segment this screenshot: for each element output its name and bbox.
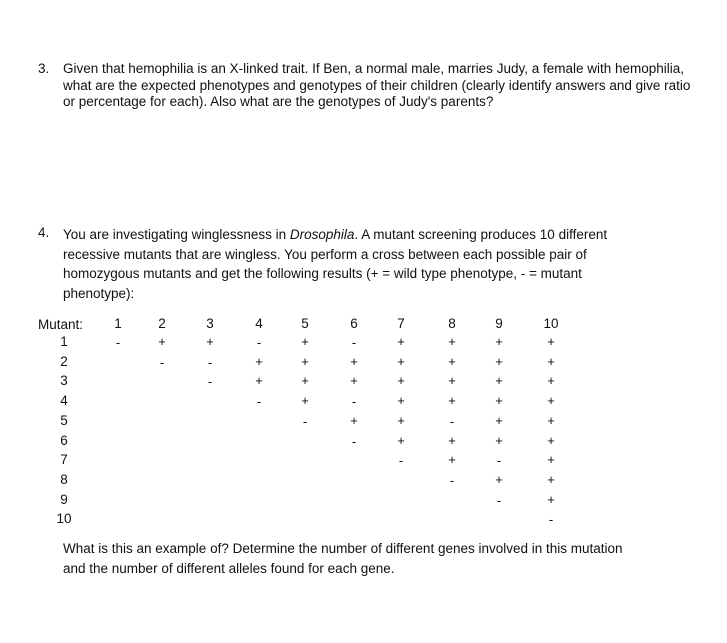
question-4-number: 4. [38, 225, 50, 240]
table-cell: + [448, 393, 456, 409]
table-cell: + [547, 491, 555, 507]
row-label-6: 6 [60, 432, 68, 448]
column-header-7: 7 [397, 316, 405, 331]
table-cell: - [115, 335, 121, 350]
table-cell: + [301, 393, 309, 409]
table-cell: + [397, 432, 405, 448]
row-label-1: 1 [60, 334, 68, 349]
table-cell: + [350, 412, 358, 428]
table-cell: - [207, 354, 213, 370]
table-corner-label: Mutant: [38, 317, 84, 332]
table-cell: + [350, 353, 358, 369]
question-4-line-2: recessive mutants that are wingless. You perform a cross between each possible pair of [63, 246, 587, 262]
column-header-10: 10 [543, 316, 559, 331]
table-cell: - [351, 433, 357, 449]
table-cell: - [496, 492, 502, 508]
table-cell: + [547, 353, 555, 369]
table-cell: - [207, 374, 213, 390]
column-header-5: 5 [301, 316, 309, 331]
closing-line-1: What is this an example of? Determine the number of different genes involved in this mutation [63, 541, 623, 556]
table-cell: + [255, 373, 263, 389]
closing-line-2: and the number of different alleles found for each gene. [63, 560, 395, 576]
table-cell: - [351, 394, 357, 410]
table-cell: - [449, 472, 455, 488]
column-header-8: 8 [448, 316, 456, 331]
table-cell: + [448, 334, 456, 349]
table-cell: + [547, 412, 555, 428]
row-label-7: 7 [60, 452, 68, 468]
table-cell: - [159, 354, 165, 370]
row-label-3: 3 [60, 373, 68, 389]
table-cell: - [351, 335, 357, 350]
table-cell: - [256, 394, 262, 410]
species-name: Drosophila [289, 227, 355, 242]
question-4-line-3: homozygous mutants and get the following results (+ = wild type phenotype, - = mutant [63, 266, 582, 281]
row-label-5: 5 [60, 412, 68, 428]
table-cell: - [256, 335, 262, 350]
table-cell: + [255, 353, 263, 369]
column-header-2: 2 [158, 316, 166, 331]
table-cell: + [350, 373, 358, 389]
table-cell: + [397, 373, 405, 389]
table-cell: + [495, 353, 503, 369]
table-cell: + [158, 334, 166, 349]
table-cell: + [206, 334, 214, 349]
table-cell: + [547, 452, 555, 468]
column-header-3: 3 [206, 316, 214, 331]
row-label-8: 8 [60, 471, 68, 487]
row-label-4: 4 [60, 393, 68, 409]
table-cell: + [301, 353, 309, 369]
table-cell: - [548, 512, 554, 528]
table-cell: - [398, 453, 404, 469]
table-cell: + [301, 373, 309, 389]
column-header-1: 1 [114, 316, 122, 331]
table-cell: + [547, 373, 555, 389]
table-cell: + [547, 471, 555, 487]
table-cell: + [397, 393, 405, 409]
column-header-9: 9 [495, 316, 503, 331]
table-cell: + [301, 334, 309, 349]
table-cell: + [448, 452, 456, 468]
row-label-9: 9 [60, 491, 68, 507]
table-cell: + [397, 412, 405, 428]
table-cell: + [448, 353, 456, 369]
table-cell: + [547, 432, 555, 448]
question-3-number: 3. [38, 61, 50, 76]
table-cell: + [495, 432, 503, 448]
row-label-10: 10 [56, 511, 72, 527]
question-4-line-1: You are investigating winglessness in Drosophila. A mutant screening produces 10 different [63, 227, 608, 242]
table-cell: + [495, 373, 503, 389]
table-cell: + [495, 334, 503, 349]
column-header-4: 4 [255, 316, 263, 331]
table-cell: + [448, 432, 456, 448]
table-cell: + [547, 334, 555, 349]
table-cell: + [547, 393, 555, 409]
table-cell: + [397, 334, 405, 349]
closing-question [63, 539, 703, 578]
table-cell: - [496, 453, 502, 469]
column-header-6: 6 [350, 316, 358, 331]
table-cell: - [449, 413, 455, 429]
table-cell: - [302, 413, 308, 429]
table-cell: + [495, 393, 503, 409]
table-cell: + [495, 412, 503, 428]
row-label-2: 2 [60, 353, 68, 369]
table-cell: + [397, 353, 405, 369]
table-cell: + [495, 471, 503, 487]
question-4-line-4: phenotype): [63, 285, 135, 301]
question-3-text: Given that hemophilia is an X-linked trait. If Ben, a normal male, marries Judy, a female with hemophilia, what are the expected phenotypes and genotypes of their children (clearly identify answers and give ratio or percentage for each). Also what are the genotypes of Judy's parents? [63, 61, 691, 109]
table-cell: + [448, 373, 456, 389]
